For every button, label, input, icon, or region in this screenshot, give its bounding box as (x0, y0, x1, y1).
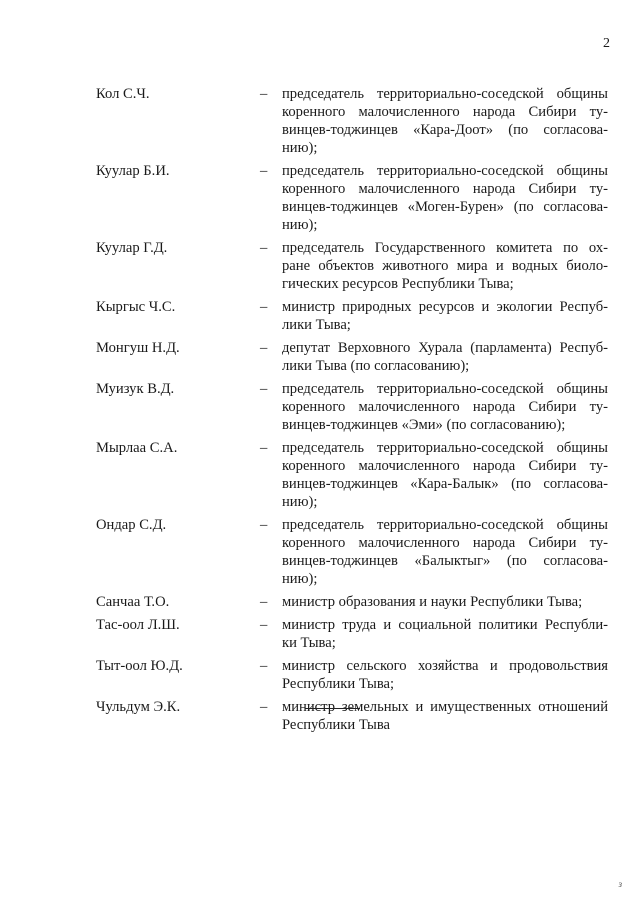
position-line: коренного малочисленного народа Сибири ту- (282, 535, 608, 551)
member-dash: – (260, 617, 268, 633)
position-line: лики Тыва (по согласованию); (282, 358, 470, 374)
member-name: Муизук В.Д. (96, 381, 175, 397)
member-row (96, 657, 608, 693)
member-dash: – (260, 299, 268, 315)
position-line: Республики Тыва; (282, 676, 395, 692)
position-line: председатель территориально-соседской общины (282, 440, 608, 456)
member-position (282, 698, 608, 734)
position-line: коренного малочисленного народа Сибири ту- (282, 104, 608, 120)
member-position (282, 657, 608, 693)
member-name: Монгуш Н.Д. (96, 340, 180, 356)
position-line: министр образования и науки Республики Тыва; (282, 594, 583, 610)
member-name: Чульдум Э.К. (96, 699, 181, 715)
member-dash: – (260, 517, 268, 533)
member-position (282, 593, 608, 611)
member-name: Кол С.Ч. (96, 86, 150, 102)
member-row (96, 593, 608, 611)
member-row (96, 439, 608, 511)
member-name: Тыт-оол Ю.Д. (96, 658, 183, 674)
member-row (96, 516, 608, 588)
members-list (96, 85, 608, 739)
member-dash: – (260, 440, 268, 456)
position-line: ране объектов животного мира и водных биоло- (282, 258, 608, 274)
position-line: ки Тыва; (282, 635, 336, 651)
member-dash: – (260, 699, 268, 715)
position-line: министр сельского хозяйства и продовольствия (282, 658, 608, 674)
member-dash: – (260, 381, 268, 397)
member-name: Мырлаа С.А. (96, 440, 178, 456)
position-line: министр труда и социальной политики Республи- (282, 617, 608, 633)
member-row (96, 339, 608, 375)
position-line: нию); (282, 494, 318, 510)
member-position (282, 162, 608, 234)
member-row (96, 239, 608, 293)
member-position (282, 298, 608, 334)
position-line: лики Тыва; (282, 317, 351, 333)
member-dash: – (260, 594, 268, 610)
position-line: винцев-тоджинцев «Моген-Бурен» (по согласова- (282, 199, 608, 215)
member-dash: – (260, 658, 268, 674)
member-name: Тас-оол Л.Ш. (96, 617, 180, 633)
member-name: Куулар Б.И. (96, 163, 170, 179)
position-line: коренного малочисленного народа Сибири ту- (282, 399, 608, 415)
member-dash: – (260, 163, 268, 179)
position-line: председатель Государственного комитета по ох- (282, 240, 608, 256)
member-row (96, 162, 608, 234)
end-divider (305, 708, 360, 709)
member-name: Ондар С.Д. (96, 517, 167, 533)
corner-mark: з (618, 879, 622, 889)
position-line: коренного малочисленного народа Сибири ту- (282, 181, 608, 197)
member-name: Кыргыс Ч.С. (96, 299, 176, 315)
position-line: депутат Верховного Хурала (парламента) Респуб- (282, 340, 608, 356)
position-line: председатель территориально-соседской общины (282, 517, 608, 533)
position-line: министр земельных и имущественных отношений (282, 699, 608, 715)
member-row (96, 616, 608, 652)
member-dash: – (260, 340, 268, 356)
position-line: винцев-тоджинцев «Кара-Балык» (по согласова- (282, 476, 608, 492)
position-line: нию); (282, 140, 318, 156)
position-line: гических ресурсов Республики Тыва; (282, 276, 514, 292)
position-line: коренного малочисленного народа Сибири ту- (282, 458, 608, 474)
member-position (282, 616, 608, 652)
member-position (282, 516, 608, 588)
position-line: винцев-тоджинцев «Кара-Доот» (по согласова- (282, 122, 608, 138)
member-name: Санчаа Т.О. (96, 594, 170, 610)
position-line: председатель территориально-соседской общины (282, 86, 608, 102)
member-position (282, 85, 608, 157)
member-position (282, 380, 608, 434)
member-position (282, 439, 608, 511)
member-name: Куулар Г.Д. (96, 240, 168, 256)
position-line: винцев-тоджинцев «Балыктыг» (по согласова- (282, 553, 608, 569)
member-row (96, 380, 608, 434)
member-row (96, 698, 608, 734)
member-dash: – (260, 86, 268, 102)
member-position (282, 239, 608, 293)
position-line: нию); (282, 217, 318, 233)
member-dash: – (260, 240, 268, 256)
page-number: 2 (603, 36, 610, 51)
position-line: Республики Тыва (282, 717, 391, 733)
position-line: министр природных ресурсов и экологии Респуб- (282, 299, 608, 315)
position-line: нию); (282, 571, 318, 587)
position-line: председатель территориально-соседской общины (282, 381, 608, 397)
member-row (96, 85, 608, 157)
position-line: председатель территориально-соседской общины (282, 163, 608, 179)
member-position (282, 339, 608, 375)
member-row (96, 298, 608, 334)
position-line: винцев-тоджинцев «Эми» (по согласованию); (282, 417, 566, 433)
